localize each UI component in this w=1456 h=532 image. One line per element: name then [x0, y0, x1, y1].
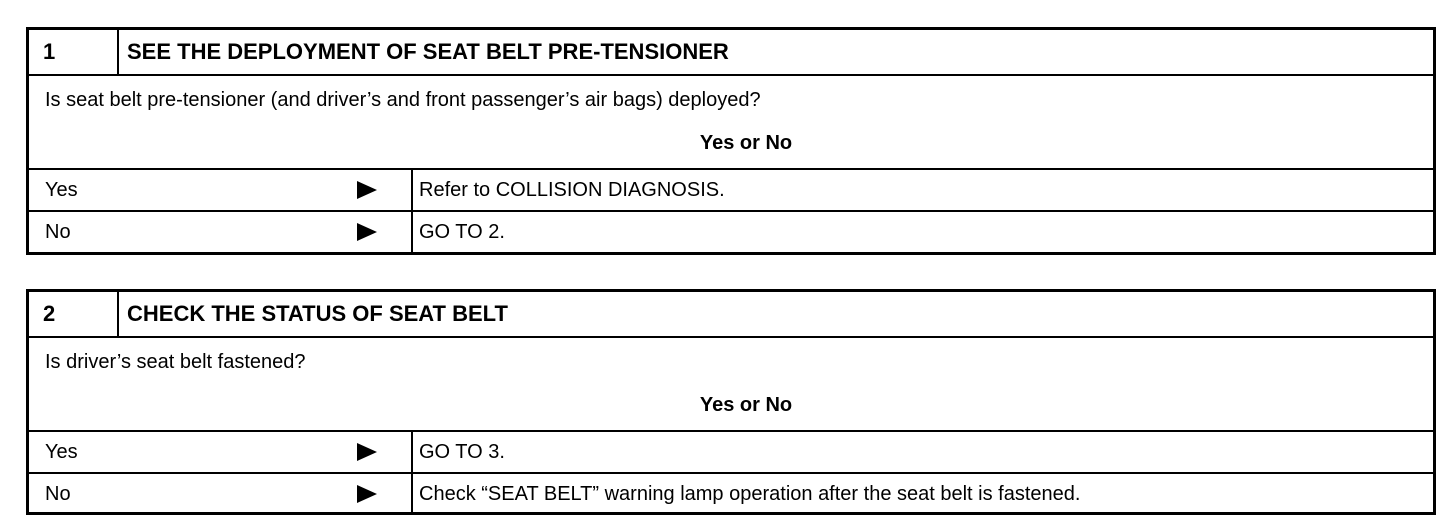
right-triangle-arrow-icon: [357, 485, 377, 503]
question-block: [29, 338, 1433, 432]
answer-condition: Yes: [45, 178, 78, 201]
step-question: Is seat belt pre-tensioner (and driver’s and front passenger’s air bags) deployed?: [45, 89, 761, 111]
step-number: 2: [29, 292, 119, 336]
answer-condition-cell: [29, 432, 413, 472]
step-2-table: [26, 289, 1436, 515]
answer-condition-cell: [29, 170, 413, 210]
answer-condition: No: [45, 220, 71, 243]
answer-action: Check “SEAT BELT” warning lamp operation after the seat belt is fastened.: [419, 482, 1081, 505]
yes-or-no-prompt: Yes or No: [699, 394, 793, 416]
right-triangle-arrow-icon: [357, 443, 377, 461]
right-triangle-arrow-icon: [357, 223, 377, 241]
step-title: CHECK THE STATUS OF SEAT BELT: [127, 301, 508, 326]
answer-condition-cell: [29, 212, 413, 252]
right-triangle-arrow-icon: [357, 181, 377, 199]
step-header: [29, 292, 1433, 338]
answer-condition: Yes: [45, 440, 78, 463]
answer-action: Refer to COLLISION DIAGNOSIS.: [419, 178, 725, 201]
step-question: Is driver’s seat belt fastened?: [45, 351, 306, 373]
step-header: [29, 30, 1433, 76]
step-1-table: [26, 27, 1436, 255]
answer-condition-cell: [29, 474, 413, 514]
answer-condition: No: [45, 482, 71, 505]
answer-row-yes: [29, 170, 1433, 212]
answer-row-no: [29, 474, 1433, 514]
answer-action: GO TO 2.: [419, 220, 505, 243]
answer-action: GO TO 3.: [419, 440, 505, 463]
step-title: SEE THE DEPLOYMENT OF SEAT BELT PRE-TENSIONER: [127, 39, 729, 64]
question-block: [29, 76, 1433, 170]
answer-row-yes: [29, 432, 1433, 474]
answer-row-no: [29, 212, 1433, 252]
step-number: 1: [29, 30, 119, 74]
yes-or-no-prompt: Yes or No: [699, 132, 793, 154]
